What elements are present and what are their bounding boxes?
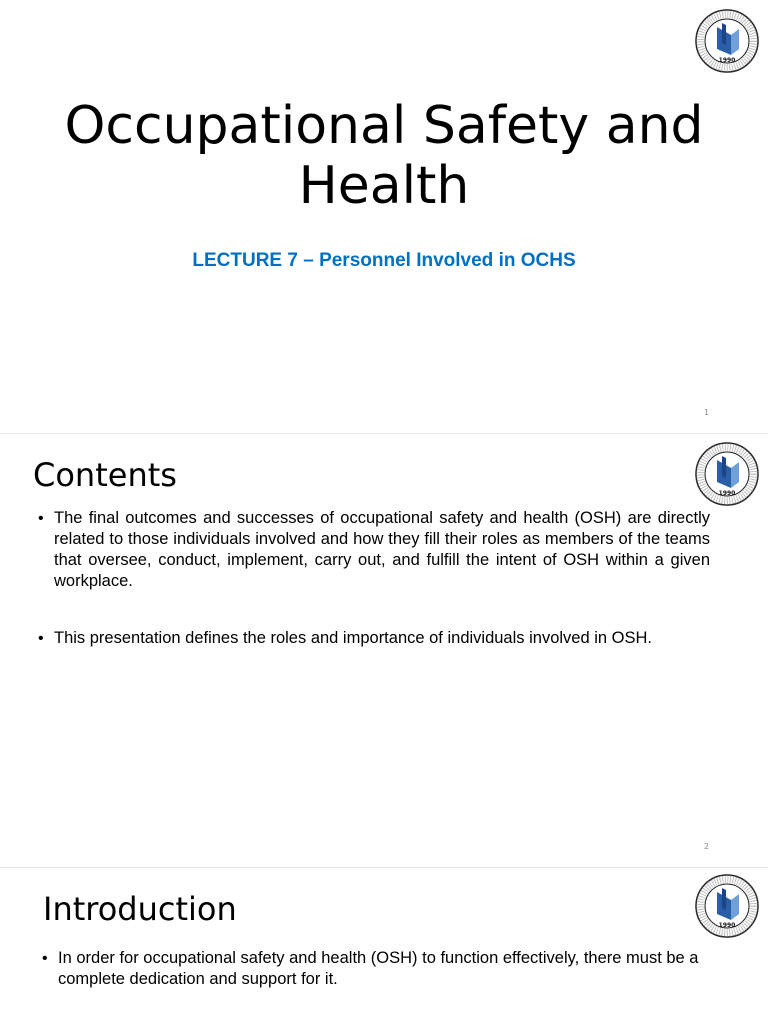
bullet-icon: • xyxy=(38,510,44,527)
introduction-bullet-list xyxy=(42,948,710,990)
slide-3 xyxy=(0,868,768,1024)
logo-year: 1990 xyxy=(718,57,736,64)
introduction-heading: Introduction xyxy=(43,890,237,928)
university-logo xyxy=(695,442,759,506)
bullet-text: In order for occupational safety and health (OSH) to function effectively, there must be a complete dedication and support for it. xyxy=(58,949,699,988)
lecture-subtitle: LECTURE 7 – Personnel Involved in OCHS xyxy=(192,250,576,271)
bullet-icon: • xyxy=(38,630,44,647)
university-logo xyxy=(695,9,759,73)
bullet-text: This presentation defines the roles and importance of individuals involved in OSH. xyxy=(54,629,652,647)
logo-year: 1990 xyxy=(718,922,736,929)
bullet-icon: • xyxy=(42,950,48,967)
logo-year: 1990 xyxy=(718,490,736,497)
list-item xyxy=(42,948,710,990)
university-logo xyxy=(695,874,759,938)
page-number: 2 xyxy=(704,842,710,851)
contents-bullet-list xyxy=(38,508,710,649)
slide-2 xyxy=(0,434,768,867)
page-number: 1 xyxy=(704,408,710,417)
list-item xyxy=(38,508,710,592)
bullet-text: The final outcomes and successes of occupational safety and health (OSH) are directly related to those individuals involved and how they fill their roles as members of the teams that oversee, conduct, implement, carry out, and fulfill the intent of OSH within a given workplace. xyxy=(54,509,710,590)
slide-1 xyxy=(0,0,768,433)
contents-heading: Contents xyxy=(33,456,177,494)
list-item xyxy=(38,628,710,649)
presentation-title: Occupational Safety and Health xyxy=(64,96,704,216)
